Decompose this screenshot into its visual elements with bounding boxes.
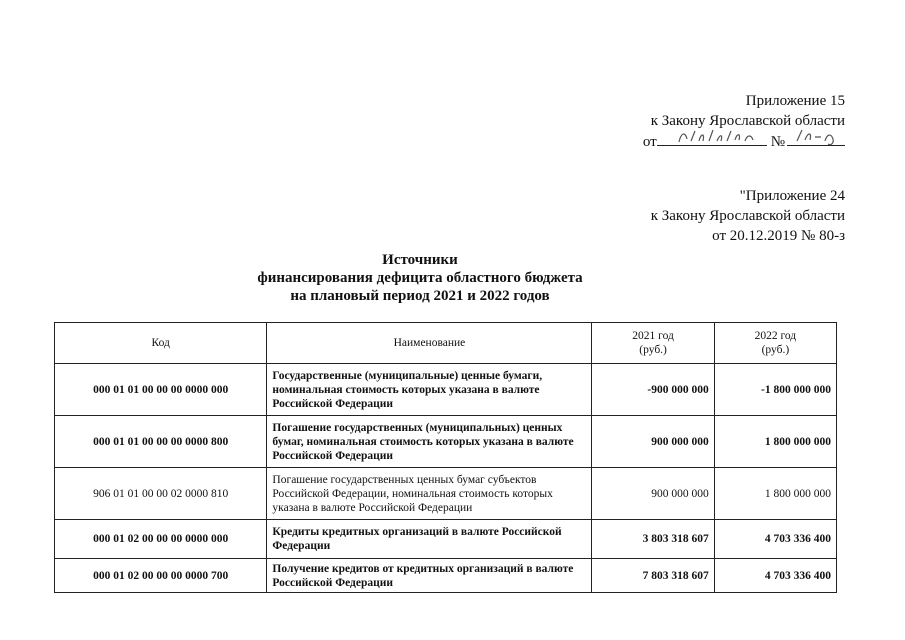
row-code: 000 01 02 00 00 00 0000 700 <box>55 559 267 593</box>
handwritten-number-field <box>787 131 845 146</box>
appendix-header-current <box>643 91 845 152</box>
row-value-2022: 1 800 000 000 <box>714 416 836 468</box>
previous-appendix-number: "Приложение 24 <box>739 188 845 204</box>
title-line-2: финансирования дефицита областного бюджета <box>257 270 583 286</box>
handwritten-date-field <box>657 131 767 146</box>
row-value-2021: 900 000 000 <box>592 468 714 520</box>
row-value-2021: -900 000 000 <box>592 364 714 416</box>
row-value-2021: 7 803 318 607 <box>592 559 714 593</box>
appendix-number: Приложение 15 <box>745 93 845 109</box>
handwritten-date-scribble <box>657 125 767 147</box>
row-name: Погашение государственных (муниципальных) ценных бумаг, номинальная стоимость которых указана в валюте Российской Федерации <box>267 416 592 468</box>
row-value-2022: 1 800 000 000 <box>714 468 836 520</box>
table-row <box>55 416 837 468</box>
financing-sources-table <box>54 322 837 593</box>
header-year-2021-label: 2021 год <box>632 330 674 342</box>
header-year-2022-label: 2022 год <box>754 330 797 342</box>
table-row <box>55 520 837 559</box>
header-year-2021-unit: (руб.) <box>639 344 667 356</box>
row-code: 906 01 01 00 00 02 0000 810 <box>55 468 267 520</box>
handwritten-number-scribble <box>787 125 845 147</box>
appendix-law-reference: к Закону Ярославской области <box>650 113 845 129</box>
row-name: Погашение государственных ценных бумаг субъектов Российской Федерации, номинальная стоимость которых указана в валюте Российской Федерации <box>267 468 592 520</box>
appendix-date-number-line <box>643 131 845 152</box>
row-code: 000 01 01 00 00 00 0000 800 <box>55 416 267 468</box>
number-label: № <box>770 134 785 150</box>
table-row <box>55 559 837 593</box>
header-year-2022 <box>714 323 836 364</box>
from-label: от <box>642 134 657 150</box>
title-line-3: на плановый период 2021 и 2022 годов <box>290 288 550 304</box>
header-name: Наименование <box>267 323 592 364</box>
row-value-2021: 900 000 000 <box>592 416 714 468</box>
document-title <box>240 251 600 305</box>
header-code: Код <box>55 323 267 364</box>
row-name: Кредиты кредитных организаций в валюте Российской Федерации <box>267 520 592 559</box>
table-row <box>55 468 837 520</box>
header-year-2021 <box>592 323 714 364</box>
table-row <box>55 364 837 416</box>
previous-appendix-date: от 20.12.2019 № 80-з <box>712 228 845 244</box>
appendix-header-previous <box>651 186 845 246</box>
previous-appendix-law-reference: к Закону Ярославской области <box>650 208 845 224</box>
row-code: 000 01 01 00 00 00 0000 000 <box>55 364 267 416</box>
row-value-2022: -1 800 000 000 <box>714 364 836 416</box>
row-value-2021: 3 803 318 607 <box>592 520 714 559</box>
table-header-row <box>55 323 837 364</box>
header-year-2022-unit: (руб.) <box>761 344 790 356</box>
row-name: Получение кредитов от кредитных организаций в валюте Российской Федерации <box>267 559 592 593</box>
row-name: Государственные (муниципальные) ценные бумаги, номинальная стоимость которых указана в валюте Российской Федерации <box>267 364 592 416</box>
row-code: 000 01 02 00 00 00 0000 000 <box>55 520 267 559</box>
row-value-2022: 4 703 336 400 <box>714 559 836 593</box>
title-line-1: Источники <box>382 252 458 268</box>
row-value-2022: 4 703 336 400 <box>714 520 836 559</box>
